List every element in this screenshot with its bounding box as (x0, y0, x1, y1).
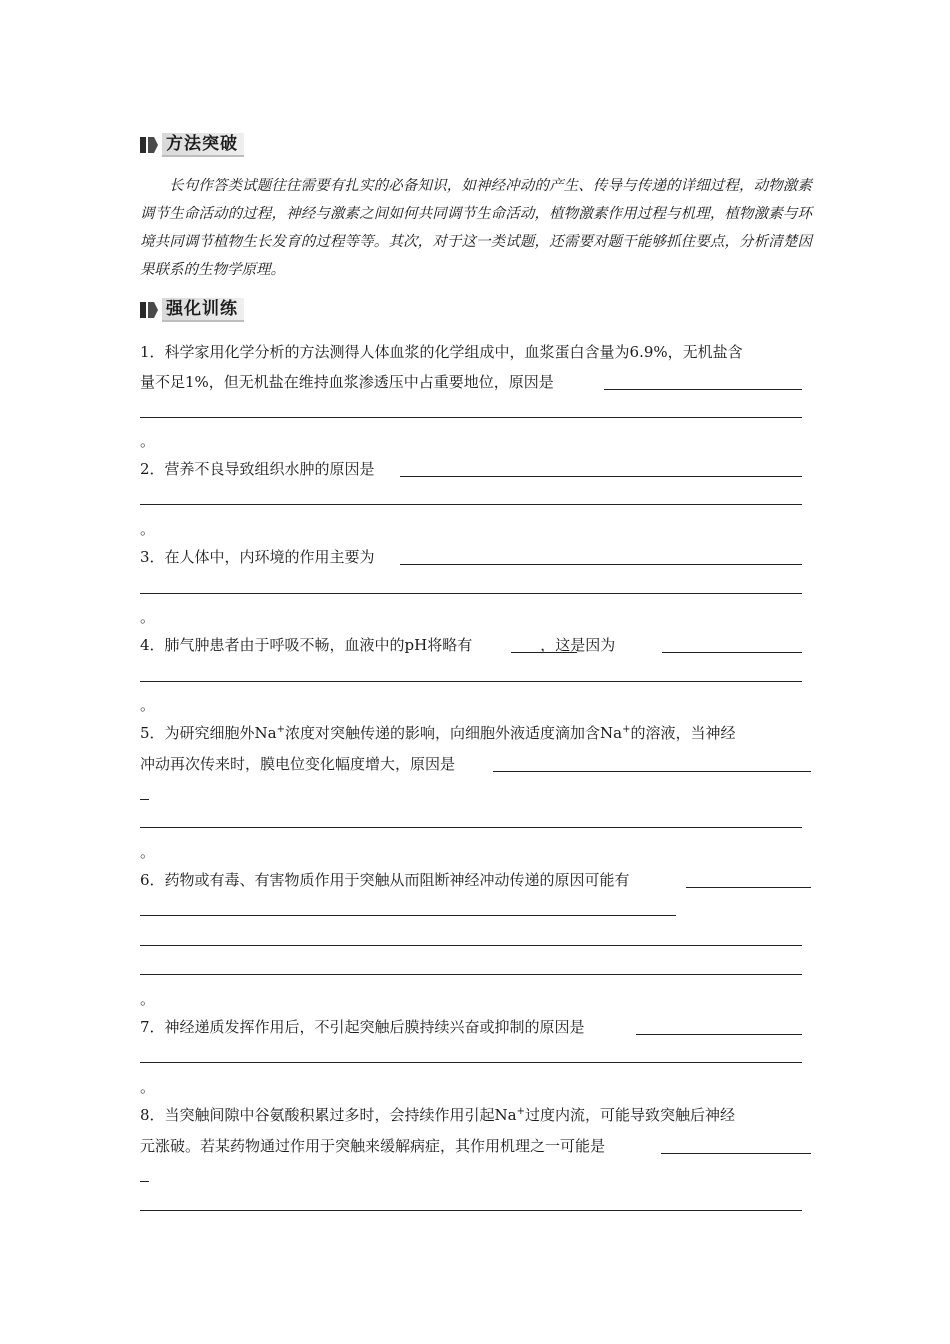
question-8-text-b: 过度内流，可能导致突触后神经 (525, 1106, 736, 1124)
answer-blank[interactable] (400, 476, 802, 477)
intro-text: 长句作答类试题往往需要有扎实的必备知识，如神经冲动的产生、传导与传递的详细过程，动物激素调节生命活动的过程，神经与激素之间如何共同调节生命活动，植物激素作用过程与机理，植物激素与环境共同调节植物生长发育的过程等等。其次，对于这一类试题，还需要对题干能够抓住要点，分析清楚因果联系的生物学原理。 (140, 178, 812, 278)
answer-line[interactable] (140, 827, 802, 828)
question-5-text-b: 浓度对突触传递的影响，向细胞外液适度滴加含Na (285, 724, 623, 742)
period-mark: 。 (140, 843, 156, 861)
question-4-text-a: 4．肺气肿患者由于呼吸不畅，血液中的pH将略有 (140, 636, 473, 654)
answer-line[interactable] (140, 1210, 802, 1211)
section-marker-icon (140, 135, 160, 155)
period-mark: 。 (140, 1078, 156, 1096)
answer-blank[interactable] (604, 389, 802, 390)
answer-line[interactable] (140, 974, 802, 975)
period-mark: 。 (140, 520, 156, 538)
question-4-text-b: ，这是因为 (540, 636, 616, 654)
section-heading-training (140, 299, 244, 321)
answer-blank[interactable] (493, 771, 811, 772)
answer-blank[interactable] (400, 564, 802, 565)
question-5-text-c: 的溶液，当神经 (630, 724, 736, 742)
period-mark: 。 (140, 696, 156, 714)
question-7-line-1: 7．神经递质发挥作用后，不引起突触后膜持续兴奋或抑制的原因是 (140, 1018, 585, 1036)
question-3-line-1: 3．在人体中，内环境的作用主要为 (140, 548, 375, 566)
section-heading-method (140, 134, 244, 156)
answer-blank-stub[interactable] (140, 799, 149, 800)
answer-blank-stub[interactable] (140, 1181, 149, 1182)
question-6-line-1: 6．药物或有毒、有害物质作用于突触从而阻断神经冲动传递的原因可能有 (140, 871, 630, 889)
question-5-text-a: 5．为研究细胞外Na (140, 724, 277, 742)
answer-line[interactable] (140, 681, 802, 682)
answer-line[interactable] (140, 504, 802, 505)
superscript-plus: + (622, 724, 631, 735)
intro-paragraph (140, 172, 812, 284)
answer-line[interactable] (140, 915, 676, 916)
question-2-line-1: 2．营养不良导致组织水肿的原因是 (140, 460, 375, 478)
section-marker-icon (140, 300, 160, 320)
question-8-text-a: 8．当突触间隙中谷氨酸积累过多时，会持续作用引起Na (140, 1106, 517, 1124)
answer-blank[interactable] (511, 652, 577, 653)
answer-blank[interactable] (636, 1034, 802, 1035)
superscript-plus: + (516, 1106, 526, 1117)
question-8-line-2: 元涨破。若某药物通过作用于突触来缓解病症，其作用机理之一可能是 (140, 1137, 606, 1155)
question-5-line-2: 冲动再次传来时，膜电位变化幅度增大，原因是 (140, 755, 456, 773)
period-mark: 。 (140, 990, 156, 1008)
question-5-line-1 (140, 723, 736, 743)
answer-blank[interactable] (662, 652, 802, 653)
answer-line[interactable] (140, 945, 802, 946)
answer-blank[interactable] (686, 887, 811, 888)
question-1-line-1: 1．科学家用化学分析的方法测得人体血浆的化学组成中，血浆蛋白含量为6.9%，无机盐含 (140, 343, 743, 361)
answer-line[interactable] (140, 1062, 802, 1063)
period-mark: 。 (140, 608, 156, 626)
period-mark: 。 (140, 432, 156, 450)
section-title: 强化训练 (162, 298, 244, 322)
question-1-line-2: 量不足1%，但无机盐在维持血浆渗透压中占重要地位，原因是 (140, 373, 554, 391)
question-8-line-1 (140, 1105, 735, 1125)
section-title: 方法突破 (162, 133, 244, 157)
answer-blank[interactable] (661, 1153, 811, 1154)
answer-line[interactable] (140, 417, 802, 418)
answer-line[interactable] (140, 593, 802, 594)
superscript-plus: + (276, 724, 286, 735)
